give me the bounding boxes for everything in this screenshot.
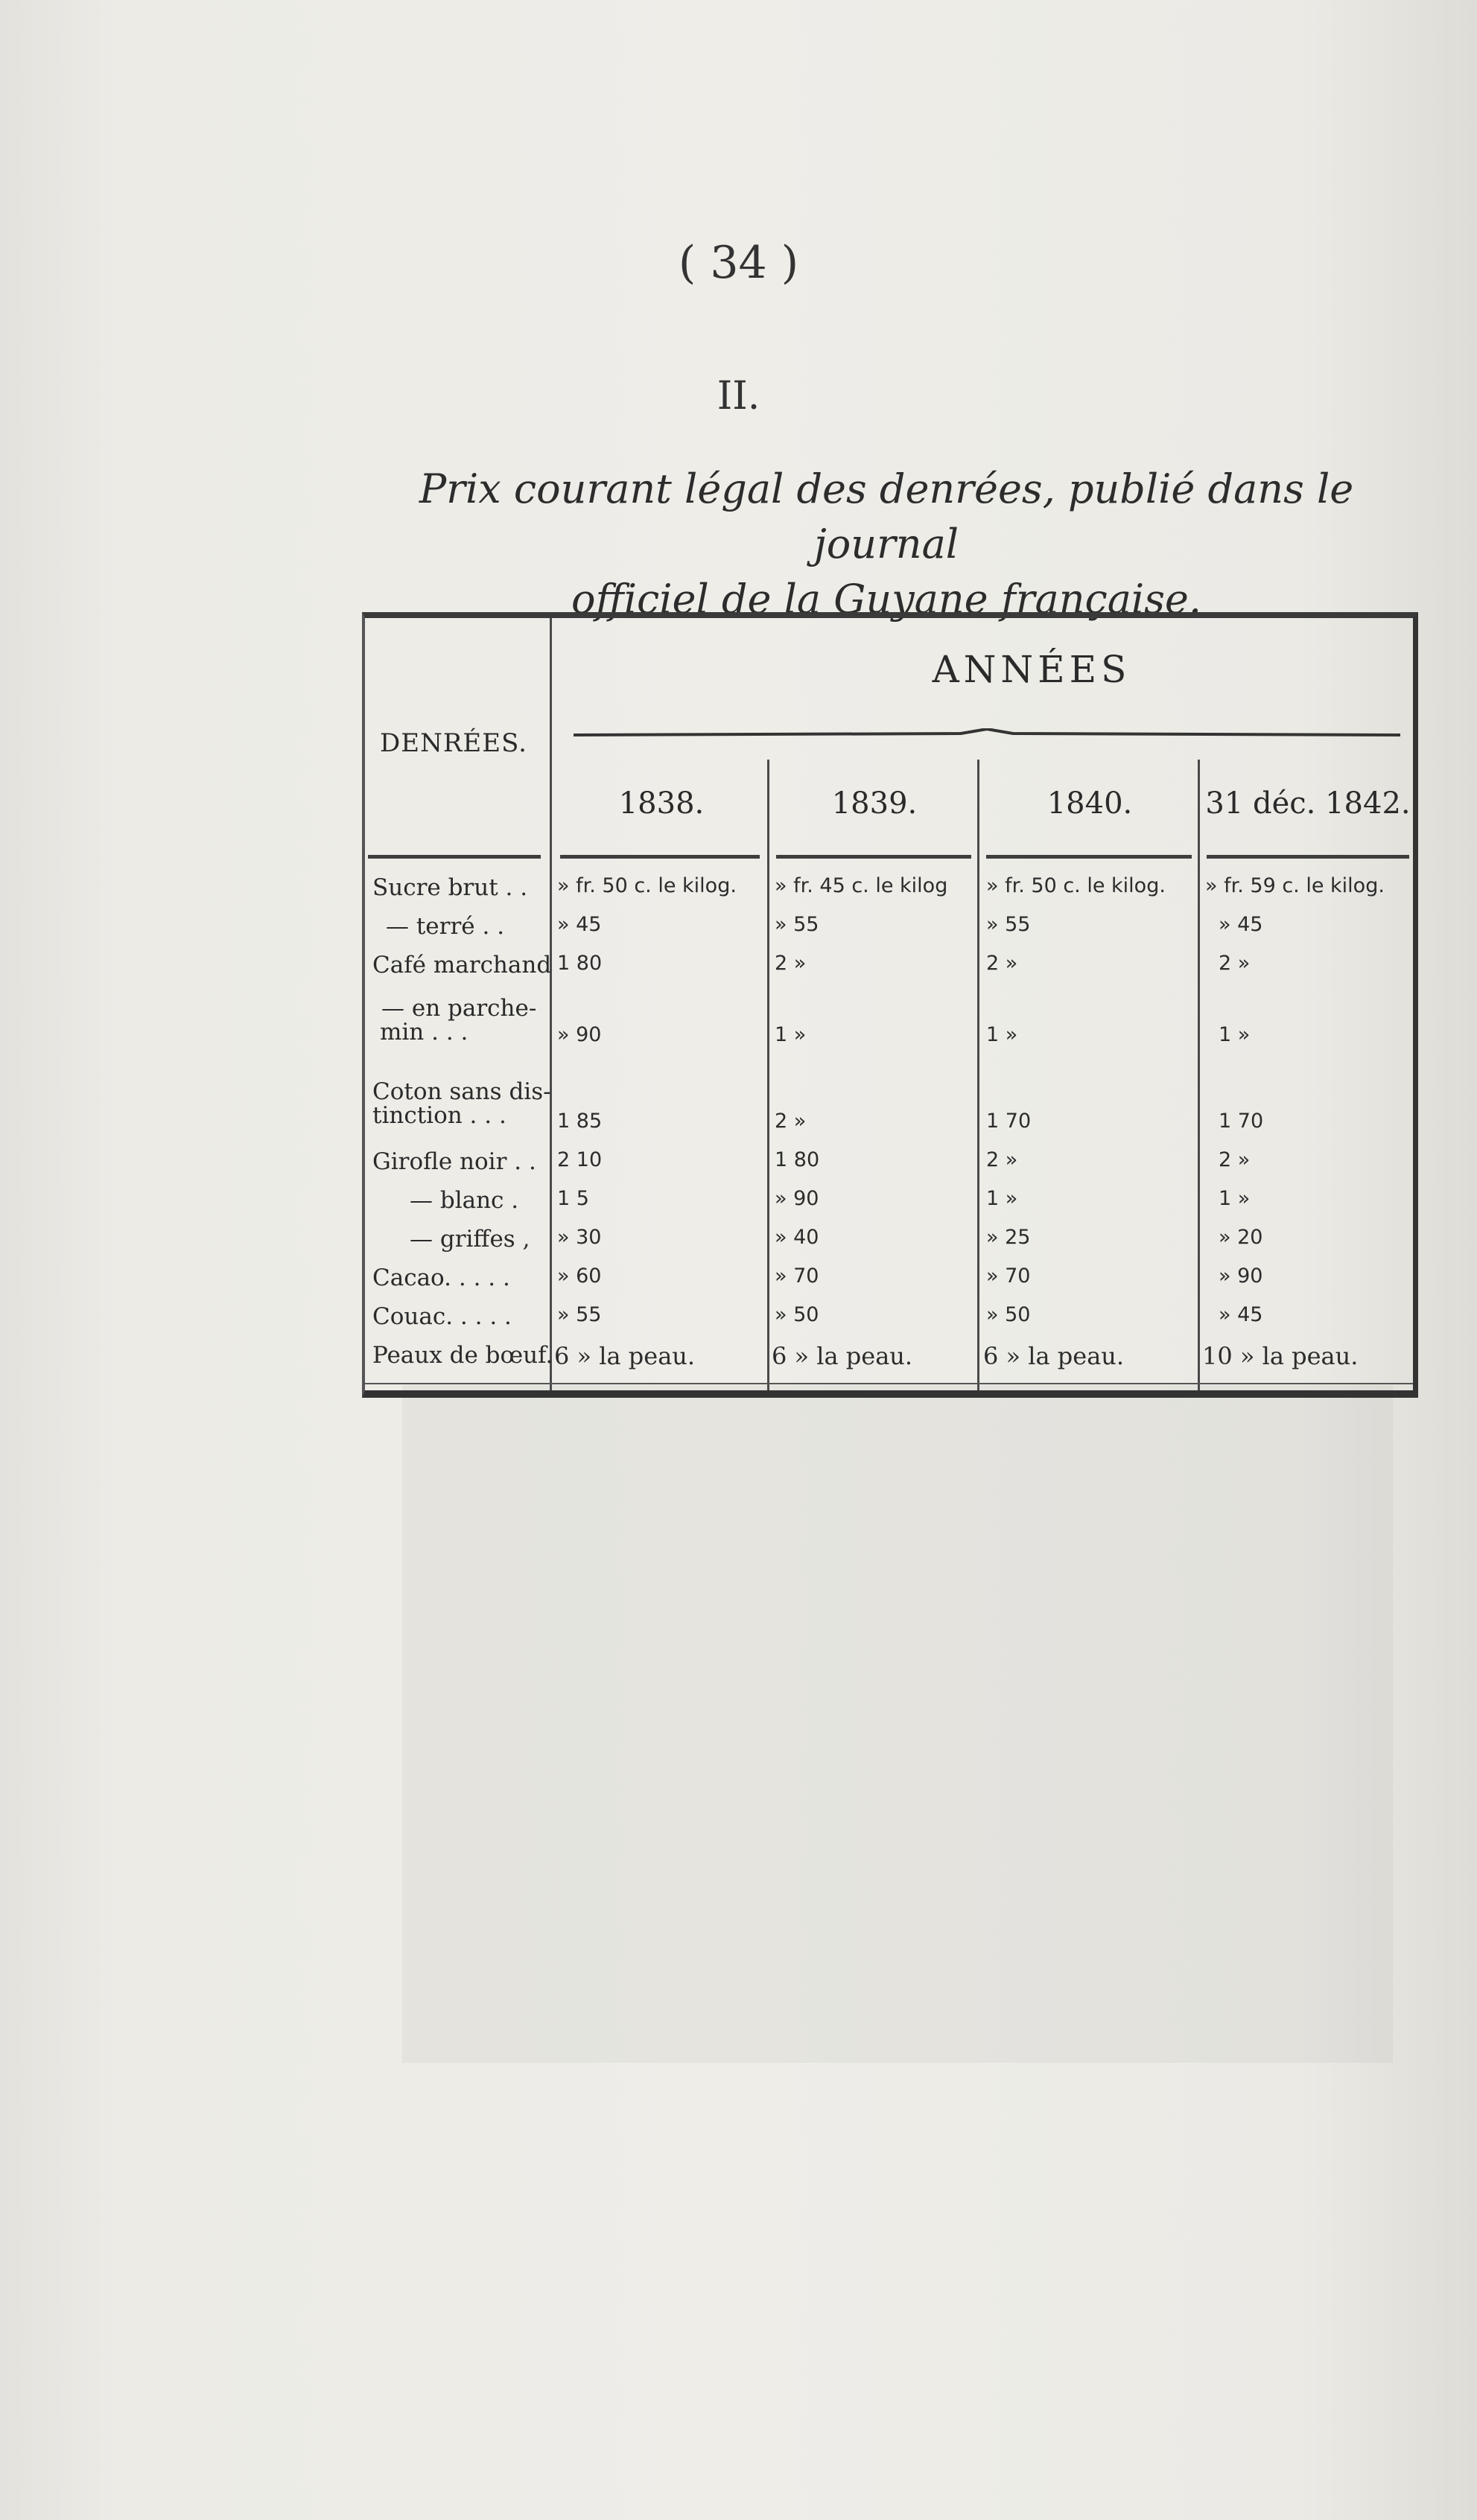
price-cell: » 90 [775, 1187, 819, 1210]
table-row [365, 1342, 1413, 1381]
price-cell: » 50 [986, 1303, 1031, 1326]
header-rule [776, 855, 971, 859]
price-cell: 6 » la peau. [983, 1342, 1125, 1370]
table-row [365, 952, 1413, 990]
year-1840: 1840. [1046, 786, 1133, 821]
denree-label-line2: tinction . . . [372, 1102, 506, 1129]
price-cell: » 70 [775, 1264, 819, 1288]
header-rule [560, 855, 760, 859]
table-row [365, 996, 1413, 1053]
denree-label: Girofle noir . . [372, 1148, 536, 1175]
table-row [365, 1264, 1413, 1303]
price-cell: 2 » [1219, 952, 1251, 975]
price-cell: 1 » [1219, 1187, 1251, 1210]
table-row [365, 913, 1413, 952]
price-cell: 1 5 [557, 1187, 589, 1210]
table-row [365, 1226, 1413, 1264]
page-title [350, 462, 1423, 627]
denree-label: — griffes , [410, 1226, 530, 1253]
price-cell: » 60 [557, 1264, 602, 1288]
table-row [365, 1080, 1413, 1136]
price-cell: » 70 [986, 1264, 1031, 1288]
price-cell: » fr. 50 c. le kilog. [557, 874, 737, 897]
table-row [365, 874, 1413, 913]
price-cell: 2 » [986, 952, 1018, 975]
denree-label: — terré . . [386, 913, 505, 940]
price-cell: » 40 [775, 1226, 819, 1249]
price-cell: » fr. 45 c. le kilog [775, 874, 948, 897]
bleed-through-shadow [402, 1385, 1393, 2063]
price-table [362, 612, 1418, 1398]
title-line-1: Prix courant légal des denrées, publié dans le journal [419, 465, 1354, 567]
price-cell: » 55 [775, 913, 819, 936]
price-cell: » 90 [1219, 1264, 1263, 1288]
header-rule [986, 855, 1192, 859]
price-cell: » fr. 59 c. le kilog. [1205, 874, 1385, 897]
page-number: ( 34 ) [678, 237, 799, 289]
table-row [365, 1187, 1413, 1226]
denree-label-line1: — en parche- [381, 995, 537, 1022]
section-number: II. [717, 374, 760, 419]
price-cell: » 55 [557, 1303, 602, 1326]
price-cell: 2 10 [557, 1148, 603, 1171]
denree-label: Couac. . . . . [372, 1303, 512, 1330]
price-cell: 2 » [775, 1110, 807, 1133]
annees-brace [574, 728, 1400, 737]
year-1839: 1839. [831, 786, 918, 821]
price-cell: 6 » la peau. [772, 1342, 913, 1370]
price-cell: 2 » [775, 952, 807, 975]
price-cell: » 20 [1219, 1226, 1263, 1249]
price-cell: 1 » [986, 1023, 1018, 1046]
price-cell: » 55 [986, 913, 1031, 936]
price-cell: » 45 [1219, 913, 1263, 936]
header-denrees: DENRÉES. [380, 728, 527, 758]
price-cell: 1 70 [1219, 1110, 1264, 1133]
denree-label: Café marchand [372, 952, 552, 979]
price-cell: 1 80 [557, 952, 603, 975]
price-cell: 1 70 [986, 1110, 1032, 1133]
denree-label-line1: Coton sans dis- [372, 1078, 551, 1105]
denree-label-line2: min . . . [380, 1019, 468, 1046]
price-cell: 1 85 [557, 1110, 603, 1133]
table-row [365, 1148, 1413, 1187]
denree-label [372, 1080, 551, 1127]
price-cell: » 25 [986, 1226, 1031, 1249]
price-cell: » 45 [1219, 1303, 1263, 1326]
denree-label: Sucre brut . . [372, 874, 528, 901]
price-cell: » 30 [557, 1226, 602, 1249]
price-cell: 1 » [775, 1023, 807, 1046]
denree-label: Peaux de bœuf. [372, 1342, 553, 1369]
header-rule [368, 855, 541, 859]
price-cell: 2 » [986, 1148, 1018, 1171]
price-cell: » 90 [557, 1023, 602, 1046]
price-cell: 2 » [1219, 1148, 1251, 1171]
price-cell: 1 » [986, 1187, 1018, 1210]
price-cell: 1 » [1219, 1023, 1251, 1046]
denree-label: Cacao. . . . . [372, 1264, 510, 1291]
year-1838: 1838. [618, 786, 705, 821]
title-line-2: officiel de la Guyane française. [571, 576, 1202, 623]
price-cell: » fr. 50 c. le kilog. [986, 874, 1166, 897]
price-cell: 1 80 [775, 1148, 820, 1171]
price-cell: 10 » la peau. [1202, 1342, 1359, 1370]
denree-label [372, 996, 536, 1044]
table-row [365, 1303, 1413, 1342]
price-cell: » 50 [775, 1303, 819, 1326]
denree-label: — blanc . [410, 1187, 519, 1214]
header-rule [1207, 855, 1409, 859]
price-cell: » 45 [557, 913, 602, 936]
header-annees: ANNÉES [932, 648, 1131, 691]
price-cell: 6 » la peau. [554, 1342, 696, 1370]
year-1842: 31 déc. 1842. [1205, 786, 1411, 821]
